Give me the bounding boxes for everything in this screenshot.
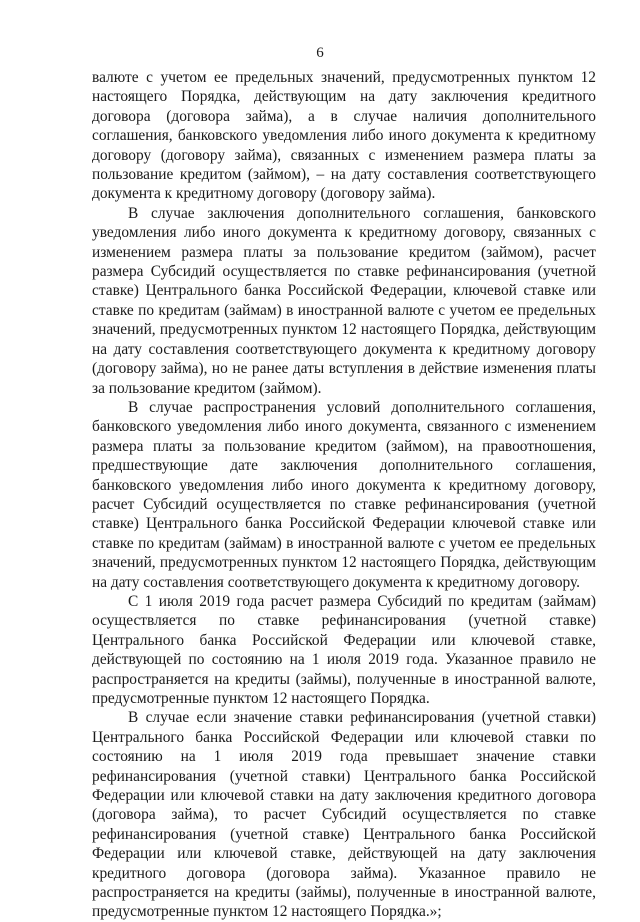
page-number: 6 bbox=[316, 45, 324, 61]
paragraph-5: В случае если значение ставки рефинансирования (учетной ставки) Центрального банка Российской Федерации или ключевой ставки по состоянию на 1 июля 2019 года превышает значение ставки рефинансирования (учетной ставки) Центрального банка Российской Федерации или ключевой ставки на дату заключения кредитного договора (договора займа), то расчет Субсидий осуществляется по ставке рефинансирования (учетной ставке) Центрального банка Российской Федерации или ключевой ставке, действующей на дату заключения кредитного договора (договора займа). Указанное правило не распространяется на кредиты (займы), полученные в иностранной валюте, предусмотренные пунктом 12 настоящего Порядка.»; bbox=[92, 709, 596, 921]
paragraph-1: валюте с учетом ее предельных значений, предусмотренных пунктом 12 настоящего Порядка, действующим на дату заключения кредитного договора (договора займа), а в случае наличия дополнительного соглашения, банковского уведомления либо иного документа к кредитному договору (договору займа), связанных с изменением размера платы за пользование кредитом (займом), – на дату составления соответствующего документа к кредитному договору (договору займа). bbox=[92, 69, 596, 203]
paragraph-3: В случае распространения условий дополнительного соглашения, банковского уведомления либо иного документа, связанного с изменением размера платы за пользование кредитом (займом), на правоотношения, предшествующие дате заключения дополнительного соглашения, банковского уведомления либо иного документа к кредитному договору, расчет Субсидий осуществляется по ставке рефинансирования (учетной ставке) Центрального банка Российской Федерации ключевой ставке или ставке по кредитам (займам) в иностранной валюте с учетом ее предельных значений, предусмотренных пунктом 12 настоящего Порядка, действующим на дату составления соответствующего документа к кредитному договору. bbox=[92, 398, 596, 591]
document-body bbox=[92, 68, 596, 922]
paragraph-4: С 1 июля 2019 года расчет размера Субсидий по кредитам (займам) осуществляется по ставке рефинансирования (учетной ставке) Центрального банка Российской Федерации или ключевой ставке, действующей по состоянию на 1 июля 2019 года. Указанное правило не распространяется на кредиты (займы), полученные в иностранной валюте, предусмотренные пунктом 12 настоящего Порядка. bbox=[92, 592, 596, 707]
paragraph-2: В случае заключения дополнительного соглашения, банковского уведомления либо иного документа к кредитному договору, связанных с изменением размера платы за пользование кредитом (займом), расчет размера Субсидий осуществляется по ставке рефинансирования (учетной ставке) Центрального банка Российской Федерации, ключевой ставке или ставке по кредитам (займам) в иностранной валюте с учетом ее предельных значений, предусмотренных пунктом 12 настоящего Порядка, действующим на дату составления соответствующего документа к кредитному договору (договору займа), но не ранее даты вступления в действие изменения платы за пользование кредитом (займом). bbox=[92, 204, 596, 397]
